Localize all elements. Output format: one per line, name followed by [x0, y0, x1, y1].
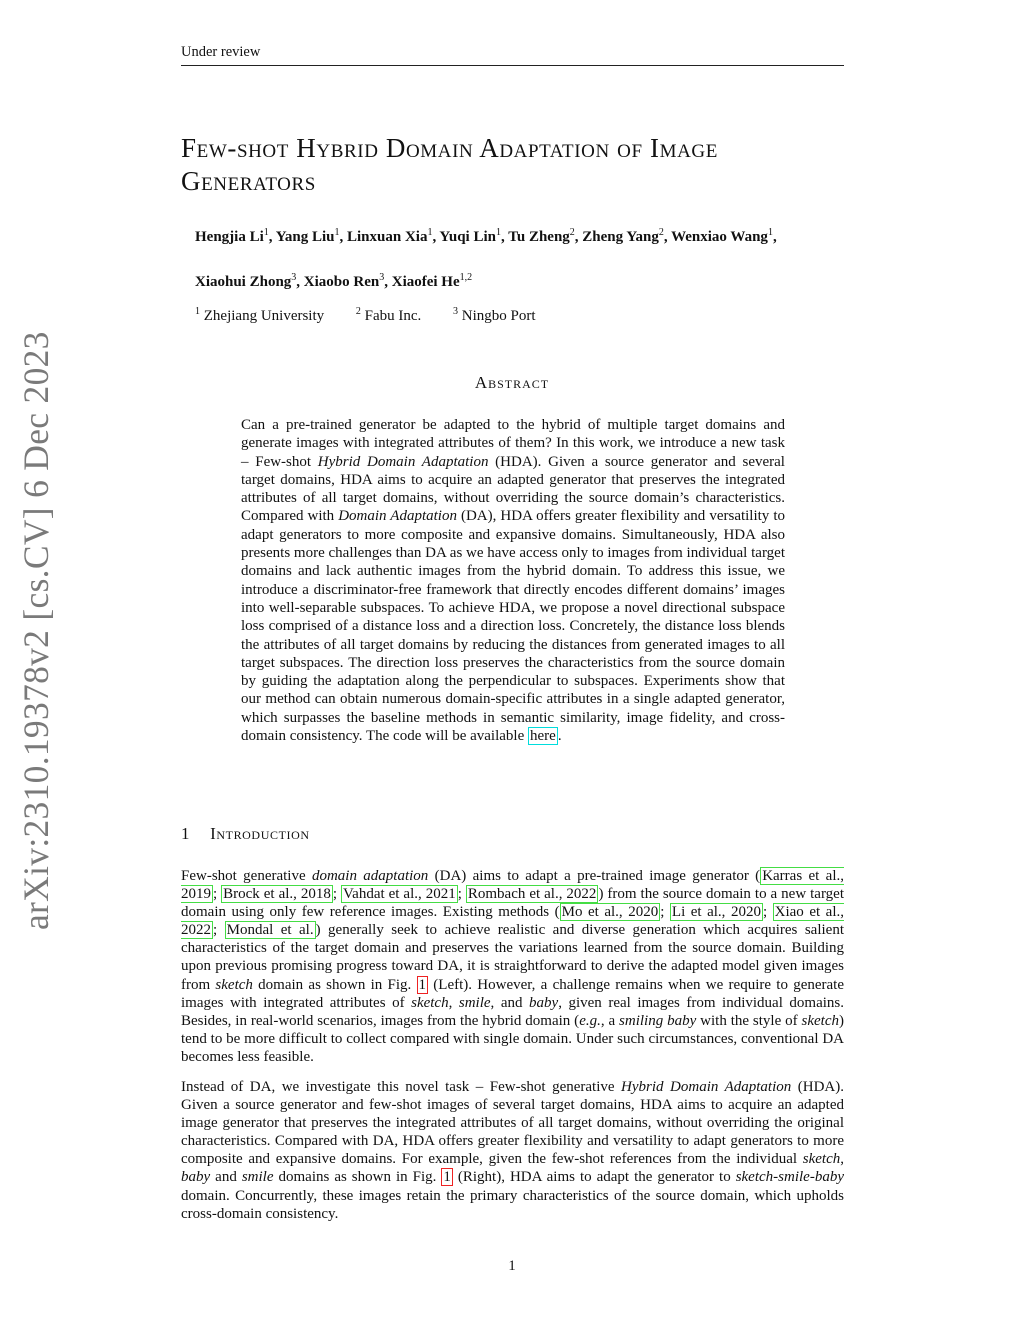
affiliation-item: [195, 308, 338, 324]
affiliations: [195, 306, 564, 325]
author: Hengjia Li: [195, 229, 264, 245]
body-text: ) from the source domain to a new target domain using only few reference images. Existing methods (: [181, 886, 845, 921]
emphasis: sketch-smile-baby: [735, 1169, 844, 1186]
author-affiliation-mark: 2: [569, 227, 575, 238]
emphasis: smile: [458, 994, 491, 1011]
body-text: (Right), HDA aims to adapt the generator to: [452, 1169, 736, 1186]
emphasis: sketch: [801, 1012, 839, 1029]
affiliation-number: 3: [453, 306, 459, 317]
section-number: 1: [181, 824, 191, 843]
emphasis: e.g.: [579, 1012, 601, 1029]
affiliation-name: Fabu Inc.: [364, 308, 422, 324]
body-text: ,: [448, 994, 459, 1011]
section-title: Introduction: [210, 824, 310, 843]
figure-ref-link[interactable]: 1: [418, 976, 427, 993]
emphasis: domain adaptation: [311, 868, 429, 884]
emphasis: sketch: [802, 1151, 841, 1168]
body-text: (DA) aims to adapt a pre-trained image generator (: [428, 868, 761, 884]
author-list-line-1: Hengjia Li$^1$, Yang Liu$^1$, Linxuan Xia$^1$, Yuqi Lin$^1$, Tu Zheng$^2$, Zheng Yang$^2$, Wenxiao Wang$^1$,: [195, 227, 777, 245]
emphasis: smiling baby: [619, 1012, 697, 1029]
author: Xiaobo Ren: [303, 274, 380, 290]
arxiv-side-stamp: arXiv:2310.19378v2 [cs.CV] 6 Dec 2023: [16, 331, 56, 930]
abstract-heading: Abstract: [474, 373, 550, 392]
body-text: domain. Concurrently, these images retain the primary characteristics of the source domain, which upholds cross-domain consistency.: [181, 1187, 844, 1222]
body-text: Instead of DA, we investigate this novel task – Few-shot generative: [181, 1079, 622, 1095]
author-list-line-2: Xiaohui Zhong$^3$, Xiaobo Ren$^3$, Xiaofei He$^{1,2}$: [195, 272, 473, 290]
abstract-text: Can a pre-trained generator be adapted to the hybrid of multiple target domains and generate images with integrated attributes of them? In this work, we introduce a new task – Few-shot: [241, 417, 785, 470]
body-text: , a: [600, 1012, 620, 1029]
intro-paragraph-1: Few-shot generative domain adaptation (DA) aims to adapt a pre-trained image generator ( Karras et al., 2019 ; Brock et al., 2018 ; Vahdat et al., 2021 ; Rombach et al., 2022 ) from the source domain to a new target domain using only few reference images. Existing methods ( Mo et al., 2020 ; Li et al., 2020 ; Xiao et al., 2022 ; Mondal et al. ) generally seek to achieve realistic and diverse generation which acquires salient characteristics of the target domain and preserves the variations learned from the source domain. Building upon previous promising progress toward DA, it is straightforward to derive the adapted model given images from sketch domain as shown in Fig. 1 (Left). However, a challenge remains when we require to generate images with integrated attributes of sketch, smile, and baby, given real images from individual domains. Besides, in real-world scenarios, images from the hybrid domain (e.g., a smiling baby with the style of sketch) tend to be more difficult to collect compared with single domain. Under such circumstances, conventional DA becomes less feasible.: [181, 868, 845, 1065]
abstract-text: .: [557, 728, 562, 745]
emphasis: sketch: [411, 994, 449, 1011]
running-header: Under review: [181, 44, 844, 66]
citation-link[interactable]: Karras et al., 2019: [181, 868, 844, 903]
emphasis: baby: [181, 1169, 211, 1186]
body-text: domain as shown in Fig.: [252, 976, 417, 993]
emphasis: smile: [241, 1169, 274, 1186]
abstract-body: [241, 416, 785, 745]
page-number: 1: [508, 1258, 516, 1274]
author-affiliation-mark: 1: [334, 227, 340, 238]
body-text: with the style of: [696, 1012, 802, 1029]
author-affiliation-mark: 1: [495, 227, 501, 238]
author-affiliation-mark: 1: [767, 227, 773, 238]
intro-paragraph-2: [181, 1078, 844, 1223]
affiliation-name: Ningbo Port: [461, 308, 536, 324]
body-text: and: [210, 1169, 242, 1186]
abstract-text: (HDA). Given a source generator and several target domains, HDA aims to acquire an adapted generator that preserves the integrated attributes of all target domains, without overriding the source domain’s characteristics. Compared with: [241, 453, 785, 525]
affiliation-item: [356, 308, 435, 324]
citation-link[interactable]: Vahdat et al., 2021: [343, 886, 456, 903]
paper-title: [181, 132, 861, 198]
affiliation-number: 1: [195, 306, 200, 317]
emphasis: baby: [529, 994, 559, 1011]
author-affiliation-mark: 3: [291, 272, 297, 283]
body-text: ,: [840, 1151, 844, 1168]
author: Linxuan Xia: [347, 229, 428, 245]
author: Tu Zheng: [508, 229, 570, 245]
author: Zheng Yang: [582, 229, 659, 245]
body-text: , given real images from individual domains. Besides, in real-world scenarios, images from the hybrid domain (: [181, 994, 844, 1029]
body-text: domains as shown in Fig.: [273, 1169, 442, 1186]
affiliation-item: [453, 308, 550, 324]
citation-link[interactable]: Li et al., 2020: [671, 904, 761, 921]
author-affiliation-mark: 1: [427, 227, 433, 238]
author-affiliation-mark: 3: [379, 272, 385, 283]
body-text: ) tend to be more difficult to collect compared with single domain. Under such circumstances, conventional DA becomes less feasible.: [181, 1012, 844, 1065]
emphasis: sketch: [215, 976, 253, 993]
title-line-2: Generators: [181, 166, 316, 196]
body-text: (Left). However, a challenge remains when we require to generate images with integrated attributes of: [181, 976, 844, 1011]
author: Yang Liu: [275, 229, 335, 245]
figure-ref-link[interactable]: 1: [443, 1169, 451, 1186]
title-line-1: Few-shot Hybrid Domain Adaptation of Image: [181, 133, 718, 163]
author: Xiaofei He: [391, 274, 460, 290]
citation-link[interactable]: Rombach et al., 2022: [467, 886, 597, 903]
code-link[interactable]: here: [530, 728, 556, 745]
section-heading-introduction: [181, 824, 310, 844]
abstract-emphasis: Hybrid Domain Adaptation: [317, 453, 489, 470]
citation-link[interactable]: Xiao et al., 2022: [181, 904, 844, 939]
citation-link[interactable]: Mo et al., 2020: [561, 904, 659, 921]
abstract-text: (DA), HDA offers greater flexibility and versatility to adapt generators to more composite and expansive domains. Simultaneously, HDA also presents more challenges than DA as we have access only to images from individual target domains and lack authentic images from the hybrid domain. To address this issue, we introduce a discriminator-free framework that directly encodes different domains’ images into well-separable subspaces. To achieve HDA, we propose a novel directional subspace loss comprised of a distance loss and a direction loss. Concretely, the distance loss blends the attributes of all target domains by reducing the distances from generated images to all target subspaces. The direction loss preserves the characteristics from the source domain by guiding the adaptation along the perpendicular to subspaces. Experiments show that our method can obtain numerous domain-specific attributes in a single adapted generator, which surpasses the baseline methods in semantic similarity, image fidelity, and cross-domain consistency. The code will be available: [241, 508, 785, 745]
author: Wenxiao Wang: [671, 229, 768, 245]
body-text: ) generally seek to achieve realistic and diverse generation which acquires salient characteristics of the target domain and preserves the variations learned from the source domain. Building upon previous promising progress toward DA, it is straightforward to derive the adapted model given images from: [181, 922, 844, 993]
author-affiliation-mark: 1,2: [459, 272, 473, 283]
citation-link[interactable]: Brock et al., 2018: [223, 886, 331, 903]
body-text: , and: [490, 994, 530, 1011]
author: Xiaohui Zhong: [195, 274, 292, 290]
author-affiliation-mark: 2: [658, 227, 664, 238]
citation-link[interactable]: Mondal et al.: [226, 922, 314, 939]
body-text: (HDA). Given a source generator and few-shot images of several target domains, HDA aims to acquire an adapted image generator that preserves the integrated attributes of all target domains, without overriding the original characteristics. Compared with DA, HDA offers greater flexibility and versatility to adapt generators to more composite and expansive domains. For example, given the few-shot references from the individual: [181, 1079, 844, 1168]
affiliation-name: Zhejiang University: [203, 308, 325, 324]
author: Yuqi Lin: [439, 229, 496, 245]
emphasis: Hybrid Domain Adaptation: [621, 1079, 792, 1095]
body-text: Few-shot generative: [181, 868, 312, 884]
affiliation-number: 2: [355, 306, 361, 317]
abstract-emphasis: Domain Adaptation: [338, 508, 457, 525]
author-affiliation-mark: 1: [263, 227, 269, 238]
